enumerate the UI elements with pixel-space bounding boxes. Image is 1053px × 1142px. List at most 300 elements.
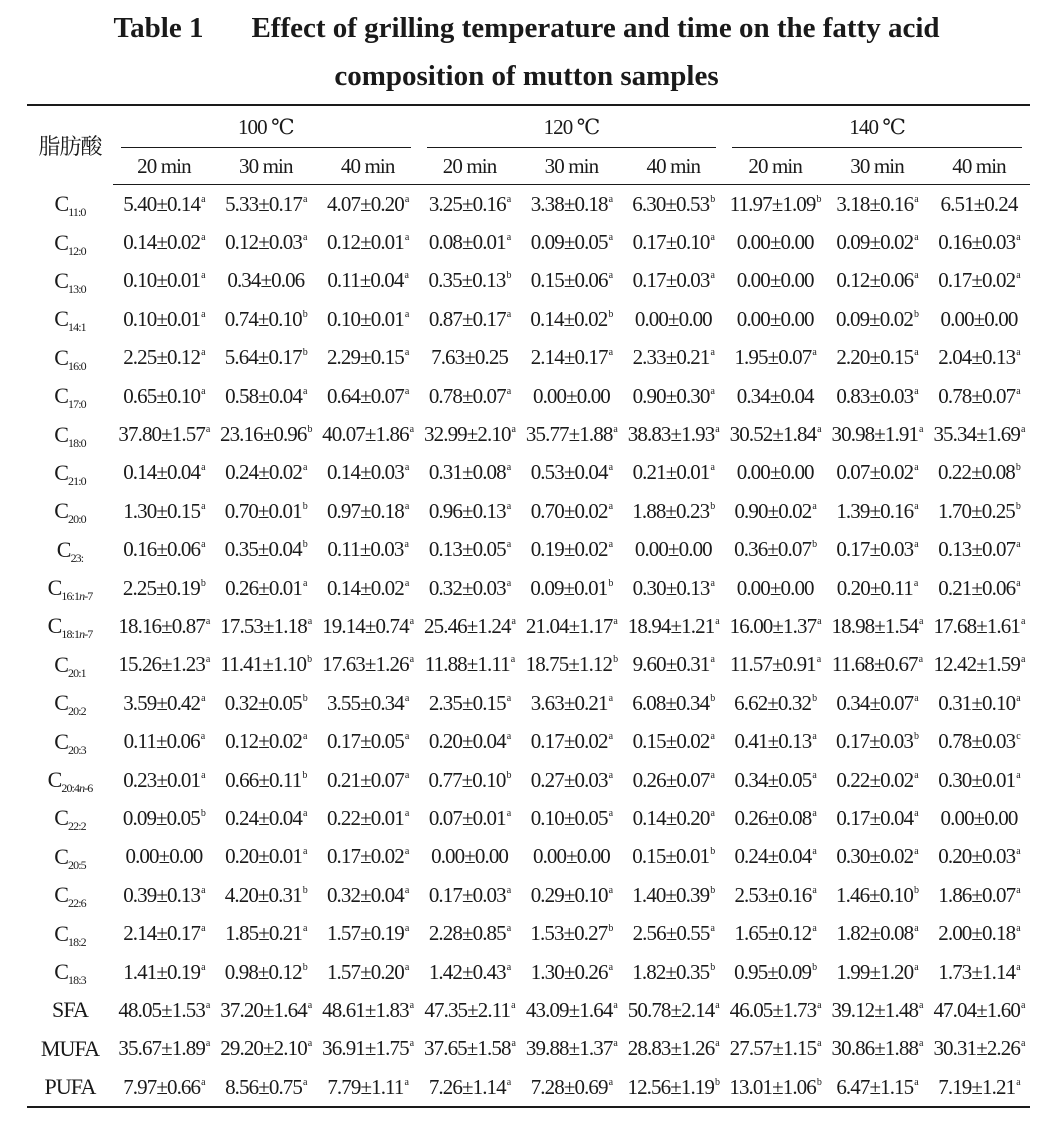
table-row <box>27 531 1030 569</box>
value-cell <box>215 185 317 224</box>
value-cell <box>724 569 826 607</box>
fatty-acid-symbol: C <box>47 613 62 639</box>
significance-letter: a <box>404 308 409 320</box>
value-cell <box>622 262 724 300</box>
significance-letter: a <box>303 731 307 743</box>
mean-sd: 0.34±0.07 <box>836 690 914 715</box>
significance-letter: b <box>608 577 613 589</box>
mean-sd: 16.00±1.37 <box>729 613 817 638</box>
time-header: 30 min <box>826 148 928 185</box>
value-cell <box>521 799 623 837</box>
fatty-acid-symbol: SFA <box>51 997 89 1023</box>
fatty-acid-symbol: C <box>54 267 69 293</box>
fatty-acid-symbol: C <box>54 498 69 524</box>
significance-letter: a <box>812 884 816 896</box>
fatty-acid-name <box>27 991 113 1029</box>
value-cell <box>215 722 317 760</box>
value-cell <box>622 492 724 530</box>
mean-sd: 0.15±0.02 <box>632 729 710 754</box>
significance-letter: a <box>506 539 511 551</box>
table-row <box>27 722 1030 760</box>
value-cell <box>826 262 928 300</box>
time-header: 30 min <box>215 148 317 185</box>
mean-sd: 12.42±1.59 <box>933 652 1020 677</box>
mean-sd: 5.33±0.17 <box>225 191 302 216</box>
mean-sd: 0.21±0.01 <box>632 460 710 485</box>
mean-sd: 0.20±0.01 <box>225 844 302 869</box>
significance-letter: a <box>919 615 923 627</box>
value-cell <box>317 991 419 1029</box>
value-cell <box>113 646 215 684</box>
mean-sd: 1.53±0.27 <box>530 921 608 946</box>
table-row <box>27 223 1030 261</box>
fatty-acid-symbol: C <box>54 306 69 332</box>
mean-sd: 1.57±0.20 <box>326 959 404 984</box>
fatty-acid-name <box>27 799 113 837</box>
value-cell <box>928 838 1030 876</box>
value-cell <box>928 876 1030 914</box>
value-cell <box>622 454 724 492</box>
mean-sd: 30.98±1.91 <box>831 422 919 447</box>
value-cell <box>622 339 724 377</box>
mean-sd: 1.30±0.15 <box>123 498 201 523</box>
value-cell <box>521 223 623 261</box>
mean-sd: 0.17±0.03 <box>836 729 913 754</box>
mean-sd: 0.83±0.03 <box>836 383 914 408</box>
value-cell <box>419 722 521 760</box>
value-cell <box>622 415 724 453</box>
table-row <box>27 569 1030 607</box>
fatty-acid-subscript: 11:0 <box>68 204 86 219</box>
value-cell <box>521 262 623 300</box>
value-cell <box>826 223 928 261</box>
header-row-times <box>27 148 1030 185</box>
value-cell <box>521 300 623 338</box>
value-cell <box>521 876 623 914</box>
significance-letter: a <box>914 385 918 397</box>
mean-sd: 46.05±1.73 <box>729 997 817 1022</box>
value-cell <box>521 991 623 1029</box>
significance-letter: a <box>608 961 613 973</box>
fatty-acid-name <box>27 415 113 453</box>
time-header: 20 min <box>113 148 215 185</box>
mean-sd: 15.26±1.23 <box>118 652 205 677</box>
value-cell <box>724 339 826 377</box>
fatty-acid-subscript: 21:0 <box>68 473 86 488</box>
mean-sd: 32.99±2.10 <box>424 422 511 447</box>
significance-letter: b <box>710 500 715 512</box>
value-cell <box>622 684 724 722</box>
value-cell <box>215 1068 317 1107</box>
mean-sd: 0.00±0.00 <box>736 306 814 331</box>
fatty-acid-name <box>27 646 113 684</box>
value-cell <box>622 1068 724 1107</box>
significance-letter: a <box>201 462 205 474</box>
value-cell <box>419 300 521 338</box>
value-cell <box>419 799 521 837</box>
significance-letter: a <box>1016 884 1020 896</box>
mean-sd: 30.52±1.84 <box>729 422 817 447</box>
fatty-acid-subscript: 17:0 <box>68 397 86 412</box>
significance-letter: a <box>307 615 312 627</box>
significance-letter: a <box>1020 424 1025 436</box>
fatty-acid-subscript: 18:3 <box>68 973 86 987</box>
mean-sd: 2.28±0.85 <box>428 921 506 946</box>
significance-letter: a <box>914 500 918 512</box>
value-cell <box>622 838 724 876</box>
significance-letter: a <box>715 424 719 436</box>
significance-letter: a <box>511 615 516 627</box>
time-header: 30 min <box>521 148 623 185</box>
value-cell <box>521 1068 623 1107</box>
mean-sd: 1.82±0.35 <box>632 959 710 984</box>
significance-letter: a <box>608 347 613 359</box>
mean-sd: 7.28±0.69 <box>530 1074 608 1099</box>
mean-sd: 6.30±0.53 <box>632 191 710 216</box>
mean-sd: 0.98±0.12 <box>224 959 302 984</box>
value-cell <box>928 646 1030 684</box>
value-cell <box>826 722 928 760</box>
mean-sd: 0.15±0.01 <box>632 844 710 869</box>
mean-sd: 2.56±0.55 <box>632 921 710 946</box>
value-cell <box>419 761 521 799</box>
mean-sd: 0.26±0.08 <box>734 805 812 830</box>
significance-letter: a <box>307 999 312 1011</box>
significance-letter: a <box>404 270 409 282</box>
value-cell <box>317 646 419 684</box>
value-cell <box>317 415 419 453</box>
mean-sd: 0.24±0.04 <box>225 805 302 830</box>
significance-letter: b <box>200 577 205 589</box>
mean-sd: 0.08±0.01 <box>428 230 506 255</box>
mean-sd: 6.62±0.32 <box>734 690 812 715</box>
value-cell <box>419 646 521 684</box>
significance-letter: a <box>812 731 816 743</box>
significance-letter: b <box>302 347 307 359</box>
fatty-acid-symbol: C <box>54 690 69 716</box>
mean-sd: 0.87±0.17 <box>428 306 506 331</box>
mean-sd: 0.30±0.13 <box>632 575 710 600</box>
fatty-acid-name <box>27 1030 113 1068</box>
significance-letter: a <box>506 308 511 320</box>
mean-sd: 0.70±0.02 <box>530 498 608 523</box>
significance-letter: a <box>506 462 511 474</box>
significance-letter: a <box>200 731 205 743</box>
significance-letter: b <box>710 193 715 205</box>
mean-sd: 4.07±0.20 <box>326 191 404 216</box>
significance-letter: a <box>1016 270 1020 282</box>
value-cell <box>419 185 521 224</box>
significance-letter: a <box>914 462 918 474</box>
mean-sd: 37.65±1.58 <box>424 1036 511 1061</box>
time-header: 20 min <box>724 148 826 185</box>
fatty-acid-name <box>27 454 113 492</box>
value-cell <box>724 646 826 684</box>
value-cell <box>928 607 1030 645</box>
value-cell <box>826 953 928 991</box>
mean-sd: 0.24±0.02 <box>225 460 302 485</box>
value-cell <box>317 185 419 224</box>
significance-letter: a <box>205 615 210 627</box>
caption-line-2: composition of mutton samples <box>334 60 719 92</box>
mean-sd: 7.19±1.21 <box>938 1074 1016 1099</box>
significance-letter: a <box>715 999 719 1011</box>
mean-sd: 0.31±0.08 <box>428 460 506 485</box>
value-cell <box>724 722 826 760</box>
significance-letter: a <box>812 769 816 781</box>
significance-letter: a <box>205 1038 210 1050</box>
significance-letter: a <box>506 232 511 244</box>
value-cell <box>724 223 826 261</box>
value-cell <box>113 531 215 569</box>
value-cell <box>317 223 419 261</box>
significance-letter: a <box>409 615 414 627</box>
mean-sd: 35.67±1.89 <box>118 1036 205 1061</box>
value-cell <box>521 492 623 530</box>
significance-letter: a <box>812 846 816 858</box>
significance-letter: a <box>715 615 719 627</box>
mean-sd: 0.29±0.10 <box>530 882 608 907</box>
significance-letter: a <box>812 347 816 359</box>
mean-sd: 40.07±1.86 <box>322 422 409 447</box>
significance-letter: b <box>1015 462 1021 474</box>
value-cell <box>419 415 521 453</box>
mean-sd: 2.00±0.18 <box>938 921 1016 946</box>
significance-letter: a <box>506 193 511 205</box>
table-row <box>27 492 1030 530</box>
value-cell <box>419 1068 521 1107</box>
mean-sd: 18.94±1.21 <box>627 613 715 638</box>
significance-letter: a <box>1016 385 1020 397</box>
mean-sd: 0.19±0.02 <box>530 537 608 562</box>
significance-letter: a <box>205 654 210 666</box>
value-cell <box>724 377 826 415</box>
table-row <box>27 185 1030 224</box>
mean-sd: 1.40±0.39 <box>632 882 710 907</box>
value-cell <box>826 646 928 684</box>
value-cell <box>113 300 215 338</box>
significance-letter: a <box>613 424 617 436</box>
mean-sd: 0.78±0.07 <box>938 383 1016 408</box>
value-cell <box>215 838 317 876</box>
mean-sd: 0.66±0.11 <box>225 767 302 792</box>
significance-letter: a <box>404 462 409 474</box>
significance-letter: a <box>914 347 918 359</box>
significance-letter: b <box>307 424 312 436</box>
significance-letter: a <box>404 807 409 819</box>
table-row <box>27 876 1030 914</box>
significance-letter: a <box>1016 692 1020 704</box>
mean-sd: 0.00±0.00 <box>736 460 814 485</box>
significance-letter: a <box>816 654 821 666</box>
mean-sd: 0.00±0.00 <box>940 805 1018 830</box>
value-cell <box>215 262 317 300</box>
fatty-acid-symbol: C <box>54 651 69 677</box>
value-cell <box>928 300 1030 338</box>
value-cell <box>928 722 1030 760</box>
table-row <box>27 339 1030 377</box>
value-cell <box>928 953 1030 991</box>
mean-sd: 1.57±0.19 <box>326 921 404 946</box>
value-cell <box>215 761 317 799</box>
table-row <box>27 799 1030 837</box>
mean-sd: 38.83±1.93 <box>627 422 715 447</box>
fatty-acid-symbol: C <box>47 767 62 793</box>
value-cell <box>215 914 317 952</box>
mean-sd: 47.04±1.60 <box>933 997 1020 1022</box>
mean-sd: 2.14±0.17 <box>123 921 201 946</box>
mean-sd: 1.73±1.14 <box>938 959 1016 984</box>
mean-sd: 30.86±1.88 <box>831 1036 919 1061</box>
significance-letter: a <box>404 577 409 589</box>
fatty-acid-subscript: 14:1 <box>68 320 86 335</box>
significance-letter: a <box>303 577 307 589</box>
value-cell <box>928 454 1030 492</box>
value-cell <box>317 262 419 300</box>
mean-sd: 11.57±0.91 <box>730 652 816 677</box>
value-cell <box>724 300 826 338</box>
mean-sd: 1.85±0.21 <box>225 921 302 946</box>
significance-letter: a <box>409 1038 414 1050</box>
table-row <box>27 607 1030 645</box>
fatty-acid-name <box>27 1068 113 1107</box>
mean-sd: 0.78±0.03 <box>938 729 1016 754</box>
value-cell <box>113 1030 215 1068</box>
significance-letter: a <box>303 462 307 474</box>
mean-sd: 1.86±0.07 <box>938 882 1016 907</box>
significance-letter: a <box>201 769 205 781</box>
table-label: Table 1 <box>113 12 204 44</box>
significance-letter: a <box>307 1038 312 1050</box>
fatty-acid-symbol: C <box>54 882 69 908</box>
mean-sd: 39.12±1.48 <box>831 997 919 1022</box>
table-row <box>27 377 1030 415</box>
significance-letter: a <box>1016 577 1020 589</box>
fatty-acid-subscript: 18:0 <box>68 435 86 450</box>
value-cell <box>215 684 317 722</box>
significance-letter: a <box>710 654 715 666</box>
value-cell <box>928 339 1030 377</box>
mean-sd: 1.70±0.25 <box>937 498 1015 523</box>
value-cell <box>724 1068 826 1107</box>
mean-sd: 0.32±0.05 <box>224 690 302 715</box>
header-row-groups <box>27 105 1030 148</box>
mean-sd: 7.26±1.14 <box>428 1074 506 1099</box>
significance-letter: a <box>608 539 613 551</box>
value-cell <box>928 569 1030 607</box>
fatty-acid-name <box>27 531 113 569</box>
significance-letter: a <box>201 884 205 896</box>
mean-sd: 0.00±0.00 <box>736 230 814 255</box>
mean-sd: 2.33±0.21 <box>632 345 710 370</box>
value-cell <box>113 876 215 914</box>
value-cell <box>826 1030 928 1068</box>
value-cell <box>317 799 419 837</box>
mean-sd: 0.09±0.01 <box>530 575 608 600</box>
significance-letter: a <box>608 462 613 474</box>
significance-letter: b <box>302 961 307 973</box>
value-cell <box>113 838 215 876</box>
value-cell <box>622 914 724 952</box>
mean-sd: 21.04±1.17 <box>525 613 613 638</box>
mean-sd: 0.13±0.05 <box>428 537 506 562</box>
significance-letter: a <box>608 731 613 743</box>
value-cell <box>419 377 521 415</box>
value-cell <box>317 953 419 991</box>
value-cell <box>215 454 317 492</box>
fatty-acid-table <box>27 104 1030 1108</box>
value-cell <box>419 569 521 607</box>
significance-letter: b <box>302 500 307 512</box>
mean-sd: 6.08±0.34 <box>632 690 710 715</box>
mean-sd: 17.68±1.61 <box>933 613 1020 638</box>
mean-sd: 0.32±0.03 <box>428 575 506 600</box>
significance-letter: b <box>816 193 821 205</box>
significance-letter: a <box>710 270 715 282</box>
value-cell <box>215 1030 317 1068</box>
fatty-acid-subscript: 20:2 <box>68 704 86 719</box>
mean-sd: 1.65±0.12 <box>734 921 812 946</box>
value-cell <box>215 953 317 991</box>
value-cell <box>724 492 826 530</box>
fatty-acid-symbol: PUFA <box>44 1074 96 1100</box>
significance-letter: a <box>914 193 918 205</box>
fatty-acid-subscript: 18:2 <box>68 934 86 949</box>
fatty-acid-symbol: C <box>54 421 69 447</box>
fatty-acid-subscript: 13:0 <box>68 281 86 296</box>
significance-letter: a <box>201 539 205 551</box>
significance-letter: a <box>201 961 205 973</box>
value-cell <box>826 531 928 569</box>
significance-letter: a <box>608 1076 613 1088</box>
value-cell <box>724 454 826 492</box>
significance-letter: a <box>303 846 307 858</box>
value-cell <box>113 722 215 760</box>
significance-letter: a <box>817 999 821 1011</box>
significance-letter: a <box>710 769 715 781</box>
significance-letter: a <box>404 385 409 397</box>
mean-sd: 0.96±0.13 <box>428 498 506 523</box>
significance-letter: a <box>710 923 715 935</box>
significance-letter: a <box>914 846 918 858</box>
value-cell <box>215 646 317 684</box>
mean-sd: 0.22±0.02 <box>836 767 914 792</box>
significance-letter: a <box>710 385 715 397</box>
mean-sd: 3.18±0.16 <box>836 191 914 216</box>
value-cell <box>826 377 928 415</box>
mean-sd: 0.34±0.06 <box>227 268 305 293</box>
mean-sd: 6.51±0.24 <box>940 191 1018 216</box>
value-cell <box>826 876 928 914</box>
mean-sd: 0.26±0.01 <box>225 575 302 600</box>
significance-letter: a <box>404 923 409 935</box>
value-cell <box>724 876 826 914</box>
significance-letter: a <box>201 193 205 205</box>
mean-sd: 3.38±0.18 <box>530 191 608 216</box>
mean-sd: 0.16±0.06 <box>123 537 201 562</box>
mean-sd: 0.17±0.02 <box>938 268 1016 293</box>
value-cell <box>826 300 928 338</box>
significance-letter: c <box>1016 731 1020 743</box>
value-cell <box>215 339 317 377</box>
mean-sd: 0.00±0.00 <box>940 306 1018 331</box>
significance-letter: a <box>303 232 307 244</box>
significance-letter: a <box>506 500 511 512</box>
value-cell <box>724 953 826 991</box>
significance-letter: a <box>1016 769 1020 781</box>
significance-letter: a <box>201 308 205 320</box>
mean-sd: 19.14±0.74 <box>322 613 409 638</box>
